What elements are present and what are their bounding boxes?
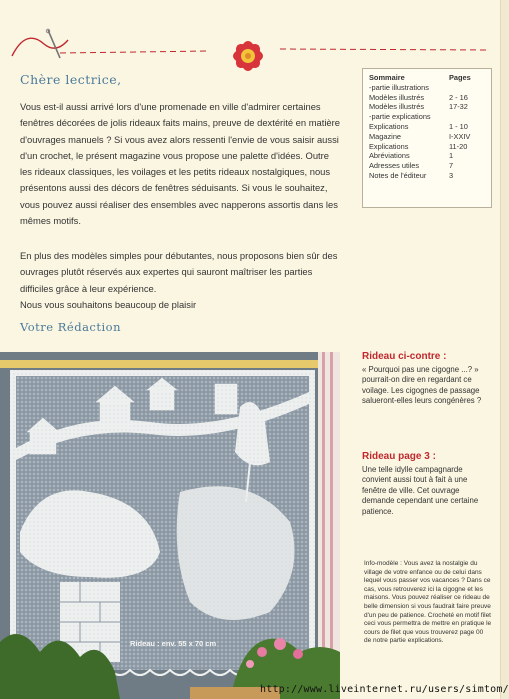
model-info-text: Info-modèle : Vous avez la nostalgie du village de votre enfance ou de celui dans lequel vous passer vos vacances ? Dans ce cas, vous retrouverez ici la cigogne et les maisons. Vous pouvez réaliser ce rideau de belle dimension si vous faudrait faire preuve d'un peu de patience. Crocheté en motif filet ceci vous permettra de mettre en pratique le cours de filet que vous trouverez page 00 de notre partie explications.	[364, 560, 492, 645]
toc-row-pages: I-XXIV	[449, 131, 471, 141]
sidebar-block-2-text: Une telle idylle campagnarde convient aussi tout à fait à une fenêtre de ville. Cet ouvrage demande cependant une certaine patience.	[362, 464, 479, 516]
toc-row-pages	[449, 83, 485, 93]
toc-row-pages: 3	[449, 170, 454, 180]
toc-row	[369, 102, 485, 112]
toc-row	[369, 83, 485, 93]
greeting-heading: Chère lectrice,	[20, 72, 122, 87]
toc-row-pages: 17-32	[449, 102, 468, 112]
editorial-signature: Votre Rédaction	[20, 320, 122, 334]
toc-header	[369, 73, 485, 83]
toc-row	[369, 122, 485, 132]
sidebar-block-1-title: Rideau ci-contre :	[362, 351, 447, 362]
toc-row-label: Modèles illustrés	[369, 102, 425, 112]
toc-row-pages	[449, 112, 485, 122]
toc-row	[369, 112, 485, 122]
crochet-flower-ornament	[218, 30, 278, 82]
toc-header-label: Sommaire	[369, 73, 405, 82]
toc-row-label: -partie illustrations	[369, 82, 429, 92]
toc-row-pages: 1 - 10	[449, 121, 468, 131]
second-paragraph	[20, 248, 340, 313]
intro-paragraph: Vous est-il aussi arrivé lors d'une promenade en ville d'admirer certaines fenêtres décorées de jolis rideaux faits mains, preuve de dextérité en matière d'ouvrages manuels ? Si vous avez alors ressenti l'envie de vous saisir aussi d'un crochet, le présent magazine vous propose une palette d'idées. Outre les rideaux classiques, les voilages et les petits rideaux nostalgiques, nous présentons aussi des décors de fenêtres séduisants. Si vous le souhaitez, vous pouvez aussi réaliser des ensembles avec napperons assortis dans les mêmes motifs.	[20, 101, 340, 227]
sidebar-block-1-text: « Pourquoi pas une cigogne ...? » pourrait-on dire en regardant ce voilage. Les cigognes de passage salueront-elles leurs congénères ?	[362, 364, 482, 406]
photo-caption: Rideau : env. 55 x 70 cm	[130, 639, 217, 648]
toc-row-pages: 7	[449, 161, 454, 171]
closing-line: Nous vous souhaitons beaucoup de plaisir	[20, 298, 197, 310]
toc-row-pages: 2 - 16	[449, 92, 468, 102]
toc-row-label: -partie explications	[369, 112, 431, 122]
toc-row-label: Explications	[369, 121, 409, 131]
toc-row-label: Modèles illustrés	[369, 92, 425, 102]
toc-row	[369, 151, 485, 161]
toc-row-pages: 1	[449, 151, 454, 161]
stitch-line-right	[280, 42, 490, 56]
toc-row	[369, 142, 485, 152]
toc-row	[369, 93, 485, 103]
stitch-line-left	[60, 46, 210, 60]
toc-row	[369, 132, 485, 142]
sidebar-block-1	[362, 352, 492, 407]
curtain-photo	[0, 352, 340, 699]
toc-row-pages: 11-20	[449, 141, 468, 151]
toc-row-label: Abréviations	[369, 151, 410, 161]
table-of-contents	[362, 68, 492, 208]
second-paragraph-text: En plus des modèles simples pour débutantes, nous proposons bien sûr des ouvrages plutôt réservés aux expertes qui sauront maîtriser les parties difficiles grâce à leur expérience.	[20, 250, 338, 294]
toc-row	[369, 171, 485, 181]
toc-row-label: Adresses utiles	[369, 161, 420, 171]
toc-row	[369, 161, 485, 171]
sidebar-block-2	[362, 452, 492, 518]
toc-row-label: Notes de l'éditeur	[369, 170, 427, 180]
toc-row-label: Magazine	[369, 131, 402, 141]
toc-row-label: Explications	[369, 141, 409, 151]
toc-header-pages: Pages	[449, 73, 471, 82]
source-url[interactable]: http://www.liveinternet.ru/users/simtom/	[260, 684, 509, 695]
sidebar-block-2-title: Rideau page 3 :	[362, 451, 436, 462]
page-edge	[500, 0, 509, 699]
